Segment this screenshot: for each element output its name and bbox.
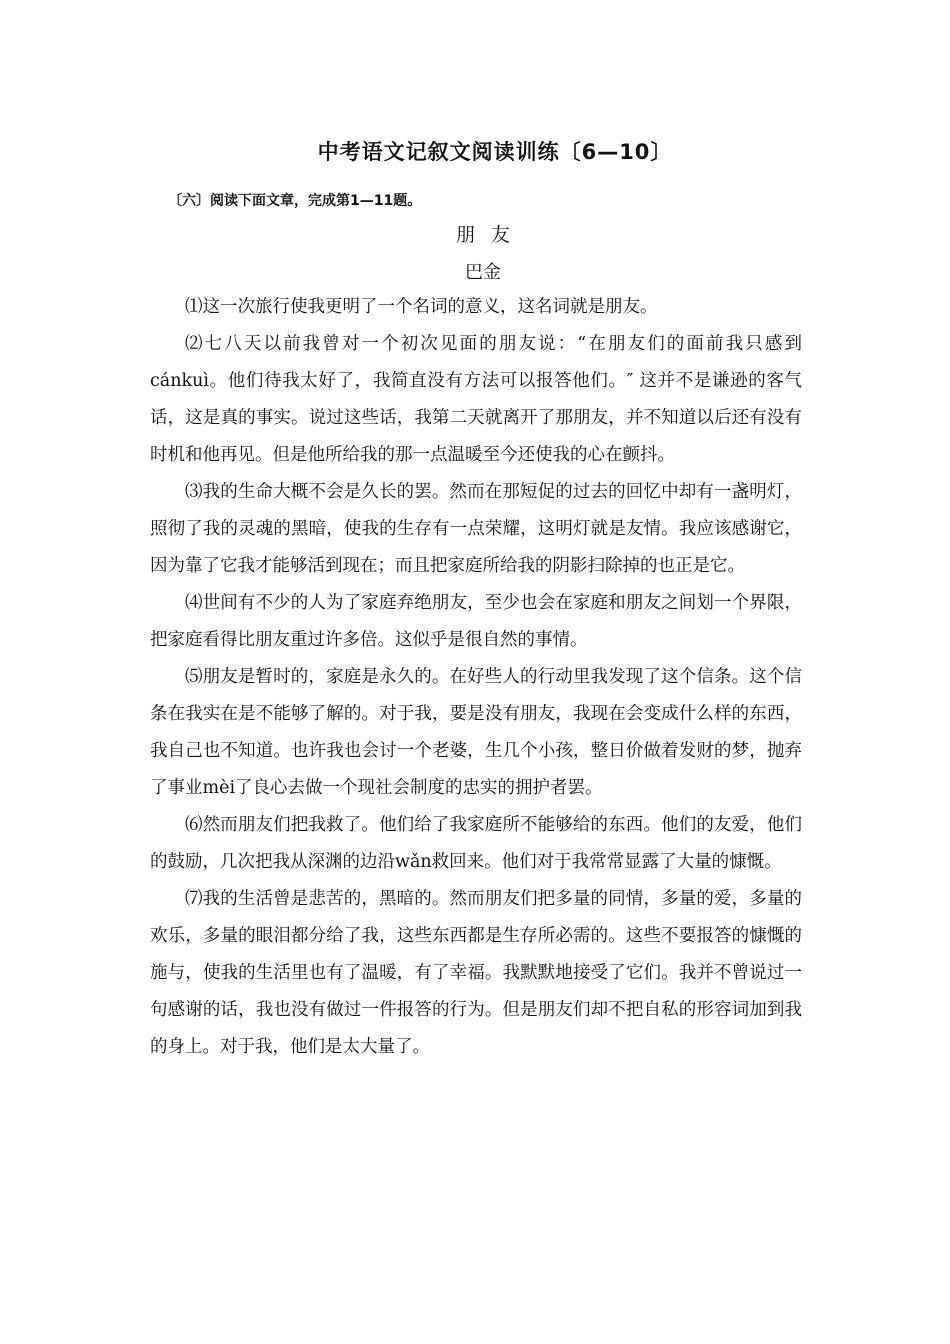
paragraph-5: ⑸朋友是暂时的，家庭是永久的。在好些人的行动里我发现了这个信条。这个信条在我实在是不能够了解的。对于我，要是没有朋友，我现在会变成什么样的东西，我自己也不知道。也许我也会讨一个老婆，生几个小孩，整日价做着发财的梦，抛弃了事业mèi了良心去做一个现社会制度的忠实的拥护者罢。 <box>150 667 802 798</box>
paragraph-6: ⑹然而朋友们把我救了。他们给了我家庭所不能够给的东西。他们的友爱，他们的鼓励，几次把我从深渊的边沿wǎn救回来。他们对于我常常显露了大量的慷慨。 <box>150 815 802 872</box>
paragraph-3: ⑶我的生命大概不会是久长的罢。然而在那短促的过去的回忆中却有一盏明灯，照彻了我的灵魂的黑暗，使我的生存有一点荣耀，这明灯就是友情。我应该感谢它，因为靠了它我才能够活到现在；而且把家庭所给我的阴影扫除掉的也正是它。 <box>150 482 802 576</box>
document-title: 中考语文记叙文阅读训练〔6—10〕 <box>317 140 673 164</box>
article-title: 朋 友 <box>455 224 511 246</box>
article-body <box>150 289 802 1066</box>
paragraph-7: ⑺我的生活曾是悲苦的，黑暗的。然而朋友们把多量的同情，多量的爱，多量的欢乐，多量的眼泪都分给了我，这些东西都是生存所必需的。这些不要报答的慷慨的施与，使我的生活里也有了温暖，有了幸福。我默默地接受了它们。我并不曾说过一句感谢的话，我也没有做过一件报答的行为。但是朋友们却不把自私的形容词加到我的身上。对于我，他们是太大量了。 <box>150 889 802 1057</box>
paragraph-2: ⑵七八天以前我曾对一个初次见面的朋友说：“在朋友们的面前我只感到cánkuì。他们待我太好了，我简直没有方法可以报答他们。″ 这并不是谦逊的客气话，这是真的事实。说过这些话，我第二天就离开了那朋友，并不知道以后还有没有时机和他再见。但是他所给我的那一点温暖至今还使我的心在颤抖。 <box>150 334 802 465</box>
paragraph-4: ⑷世间有不少的人为了家庭弃绝朋友，至少也会在家庭和朋友之间划一个界限，把家庭看得比朋友重过许多倍。这似乎是很自然的事情。 <box>150 593 802 650</box>
article-author: 巴金 <box>465 262 501 283</box>
section-heading: 〔六〕阅读下面文章，完成第1—11题。 <box>168 193 422 209</box>
paragraph-1: ⑴这一次旅行使我更明了一个名词的意义，这名词就是朋友。 <box>185 297 658 317</box>
